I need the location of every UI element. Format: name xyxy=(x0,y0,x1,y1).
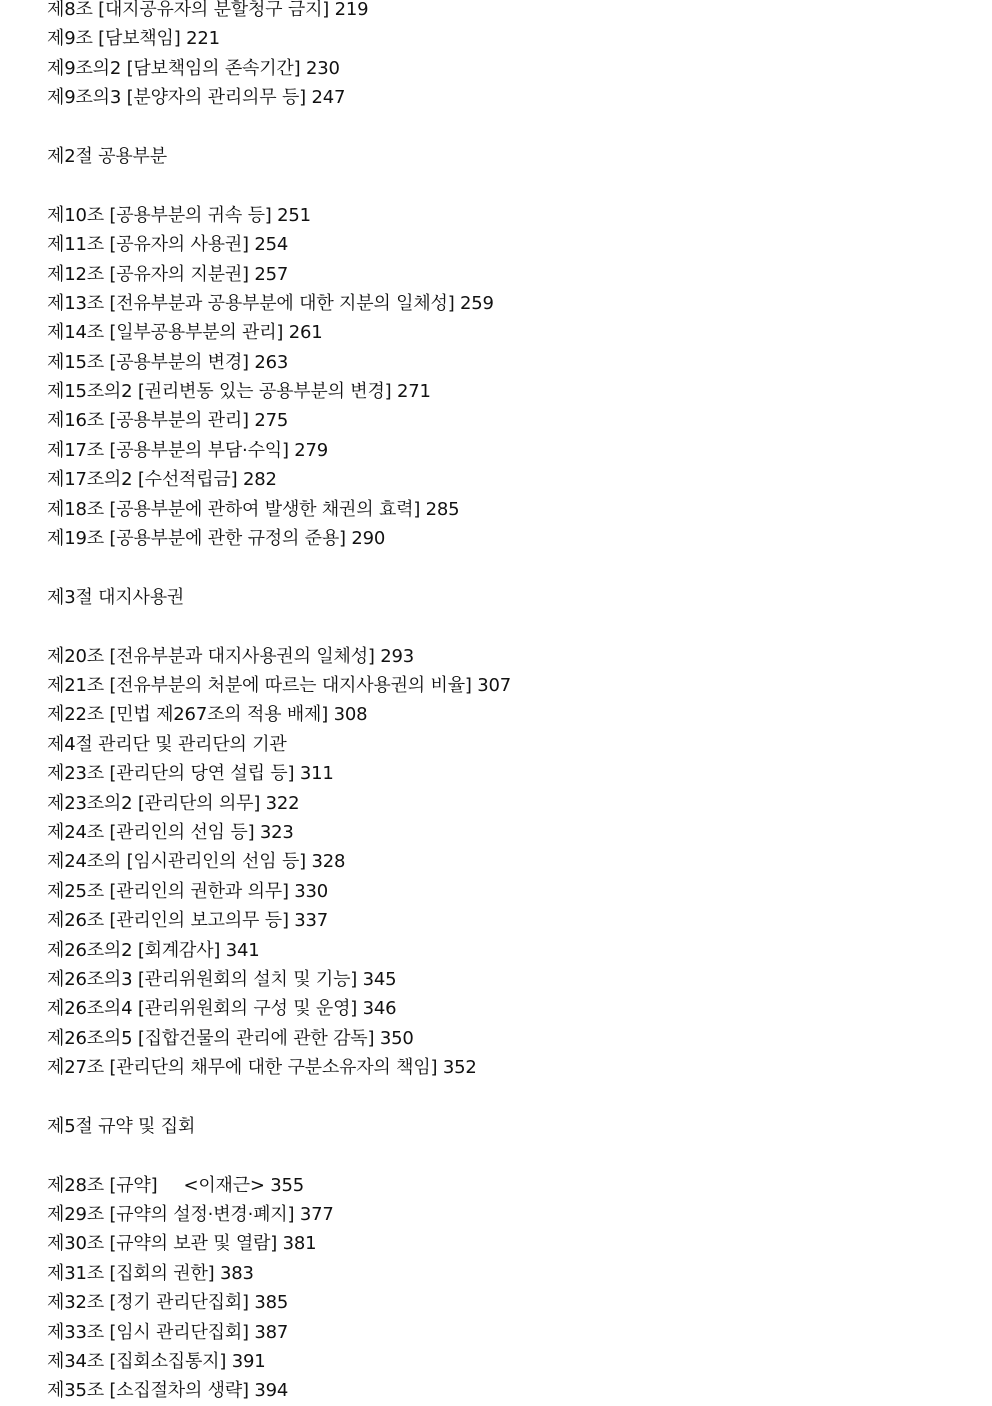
toc-line: 제12조 [공유자의 지분권] 257 xyxy=(47,263,289,285)
toc-line: 제26조의5 [집합건물의 관리에 관한 감독] 350 xyxy=(47,1027,414,1049)
blank-line xyxy=(47,612,967,641)
toc-line: 제15조 [공용부분의 변경] 263 xyxy=(47,351,289,373)
toc-line: 제26조 [관리인의 보고의무 등] 337 xyxy=(47,910,329,932)
blank-line xyxy=(47,553,967,582)
toc-line: 제21조 [전유부분의 처분에 따르는 대지사용권의 비율] 307 xyxy=(47,674,511,696)
toc-line: 제26조의2 [회계감사] 341 xyxy=(47,939,260,961)
toc-line-art28 xyxy=(47,1171,967,1200)
toc-line: 제19조 [공용부분에 관한 규정의 준용] 290 xyxy=(47,528,386,550)
blank-line xyxy=(47,113,967,142)
section-heading: 제3절 대지사용권 xyxy=(47,586,185,608)
blank-line xyxy=(47,1082,967,1111)
toc-line: 제23조의2 [관리단의 의무] 322 xyxy=(47,792,300,814)
toc-line: 제35조 [소집절차의 생략] 394 xyxy=(47,1380,289,1402)
toc-line: 제31조 [집회의 권한] 383 xyxy=(47,1262,254,1284)
section-heading: 제4절 관리단 및 관리단의 기관 xyxy=(47,733,287,755)
toc-line: 제13조 [전유부분과 공용부분에 대한 지분의 일체성] 259 xyxy=(47,292,494,314)
toc-line: 제14조 [일부공용부분의 관리] 261 xyxy=(47,322,323,344)
toc-line: 제24조의 [임시관리인의 선임 등] 328 xyxy=(47,851,346,873)
toc-line: 제30조 [규약의 보관 및 열람] 381 xyxy=(47,1233,317,1255)
toc-line: 제18조 [공용부분에 관하여 발생한 채권의 효력] 285 xyxy=(47,498,460,520)
section-heading: 제2절 공용부분 xyxy=(47,145,167,167)
toc-line: 제22조 [민법 제267조의 적용 배제] 308 xyxy=(47,704,368,726)
toc-line: 제26조의3 [관리위원회의 설치 및 기능] 345 xyxy=(47,968,397,990)
toc-line: 제34조 [집회소집통지] 391 xyxy=(47,1350,266,1372)
toc-line: 제8조 [대지공유자의 분할청구 금지] 219 xyxy=(47,0,369,20)
toc-line: 제24조 [관리인의 선임 등] 323 xyxy=(47,821,294,843)
toc-line-title: 제28조 [규약] xyxy=(47,1174,158,1196)
toc-line: 제32조 [정기 관리단집회] 385 xyxy=(47,1292,289,1314)
toc-line: 제29조 [규약의 설정·변경·폐지] 377 xyxy=(47,1204,334,1226)
toc-line: 제20조 [전유부분과 대지사용권의 일체성] 293 xyxy=(47,645,414,667)
toc-line: 제10조 [공용부분의 귀속 등] 251 xyxy=(47,204,311,226)
toc-line: 제9조의2 [담보책임의 존속기간] 230 xyxy=(47,57,340,79)
toc-line: 제9조 [담보책임] 221 xyxy=(47,28,220,50)
toc-line: 제11조 [공유자의 사용권] 254 xyxy=(47,234,289,256)
toc-line: 제27조 [관리단의 채무에 대한 구분소유자의 책임] 352 xyxy=(47,1057,477,1079)
toc-line: 제17조의2 [수선적립금] 282 xyxy=(47,469,277,491)
toc-line: 제23조 [관리단의 당연 설립 등] 311 xyxy=(47,763,334,785)
blank-line xyxy=(47,1141,967,1170)
toc-line: 제16조 [공용부분의 관리] 275 xyxy=(47,410,289,432)
toc-line-author: <이재근> 355 xyxy=(183,1174,305,1196)
blank-line xyxy=(47,171,967,200)
toc-line: 제15조의2 [권리변동 있는 공용부분의 변경] 271 xyxy=(47,381,431,403)
toc-line: 제33조 [임시 관리단집회] 387 xyxy=(47,1321,289,1343)
toc-line: 제17조 [공용부분의 부담·수익] 279 xyxy=(47,439,329,461)
toc-line: 제25조 [관리인의 권한과 의무] 330 xyxy=(47,880,329,902)
table-of-contents xyxy=(47,0,967,1406)
section-heading: 제5절 규약 및 집회 xyxy=(47,1115,196,1137)
toc-line: 제9조의3 [분양자의 관리의무 등] 247 xyxy=(47,87,346,109)
toc-line: 제26조의4 [관리위원회의 구성 및 운영] 346 xyxy=(47,998,397,1020)
